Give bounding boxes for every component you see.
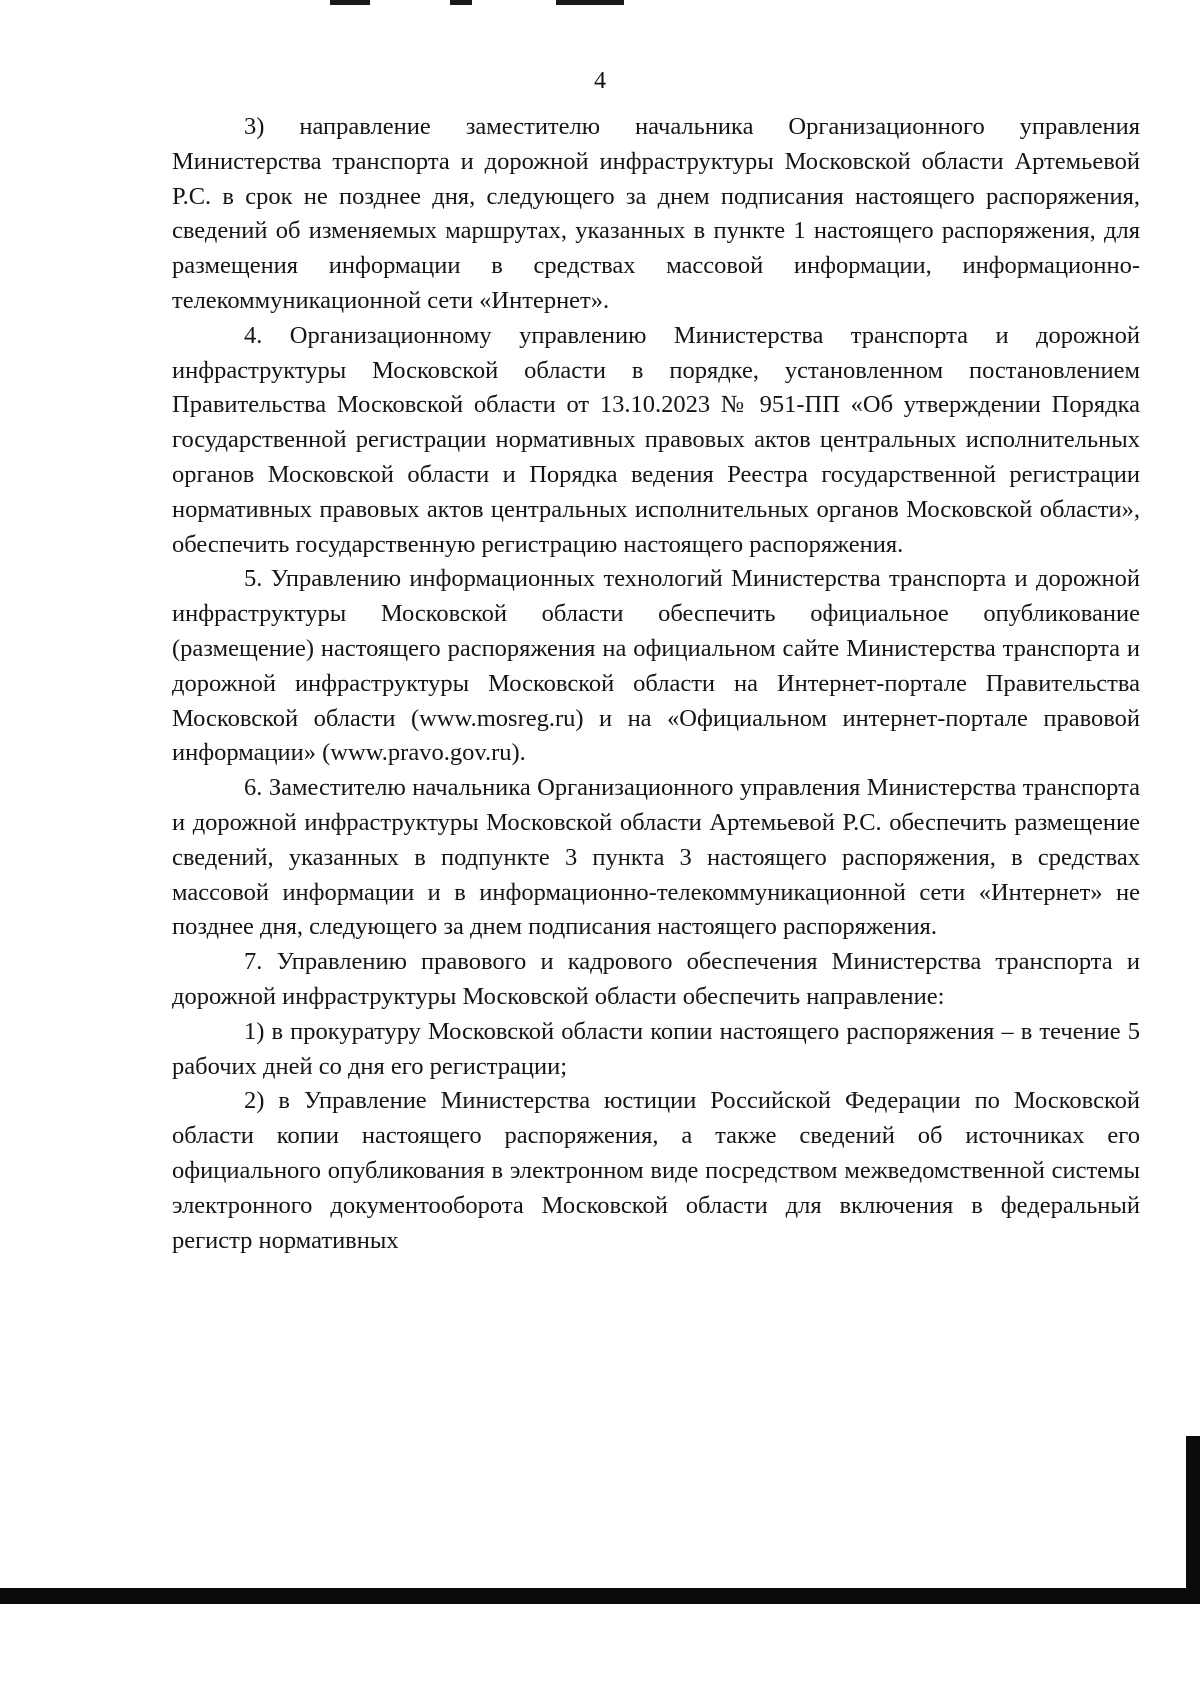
paragraph-7-1: 1) в прокуратуру Московской области копии настоящего распоряжения – в течение 5 рабочих дней со дня его регистрации; [172, 1017, 1140, 1080]
page-number: 4 [594, 68, 606, 94]
paragraph-4: 4. Организационному управлению Министерства транспорта и дорожной инфраструктуры Московской области в порядке, установленном постановлением Правительства Московской области от 13.10.2023 № 951-ПП «Об утверждении Порядка государственной регистрации нормативных правовых актов центральных исполнительных органов Московской области и Порядка ведения Реестра государственной регистрации нормативных правовых актов центральных исполнительных органов Московской области», обеспечить государственную регистрацию настоящего распоряжения. [172, 321, 1140, 558]
paragraph-7-2: 2) в Управление Министерства юстиции Российской Федерации по Московской области копии настоящего распоряжения, а также сведений об источниках его официального опубликования в электронном виде посредством межведомственной системы электронного документооборота Московской области для включения в федеральный регистр нормативных [172, 1087, 1140, 1254]
paragraph-3-3: 3) направление заместителю начальника Организационного управления Министерства транспорта и дорожной инфраструктуры Московской области Артемьевой Р.С. в срок не позднее дня, следующего за днем подписания настоящего распоряжения, сведений об изменяемых маршрутах, указанных в пункте 1 настоящего распоряжения, для размещения информации в средствах массовой информации, информационно-телекоммуникационной сети «Интернет». [172, 113, 1140, 314]
paragraph-6: 6. Заместителю начальника Организационного управления Министерства транспорта и дорожной инфраструктуры Московской области Артемьевой Р.С. обеспечить размещение сведений, указанных в подпункте 3 пункта 3 настоящего распоряжения, в средствах массовой информации и в информационно-телекоммуникационной сети «Интернет» не позднее дня, следующего за днем подписания настоящего распоряжения. [172, 774, 1140, 941]
scan-artifact [450, 0, 472, 5]
scan-artifact [330, 0, 370, 5]
scan-artifact [556, 0, 624, 5]
document-body [172, 110, 1140, 1258]
paragraph-5: 5. Управлению информационных технологий Министерства транспорта и дорожной инфраструктуры Московской области обеспечить официальное опубликование (размещение) настоящего распоряжения на официальном сайте Министерства транспорта и дорожной инфраструктуры Московской области на Интернет-портале Правительства Московской области (www.mosreg.ru) и на «Официальном интернет-портале правовой информации» (www.pravo.gov.ru). [172, 565, 1140, 767]
scan-bottom-border [0, 1588, 1200, 1604]
paragraph-7: 7. Управлению правового и кадрового обеспечения Министерства транспорта и дорожной инфраструктуры Московской области обеспечить направление: [172, 948, 1140, 1010]
scan-right-border [1186, 1436, 1200, 1604]
